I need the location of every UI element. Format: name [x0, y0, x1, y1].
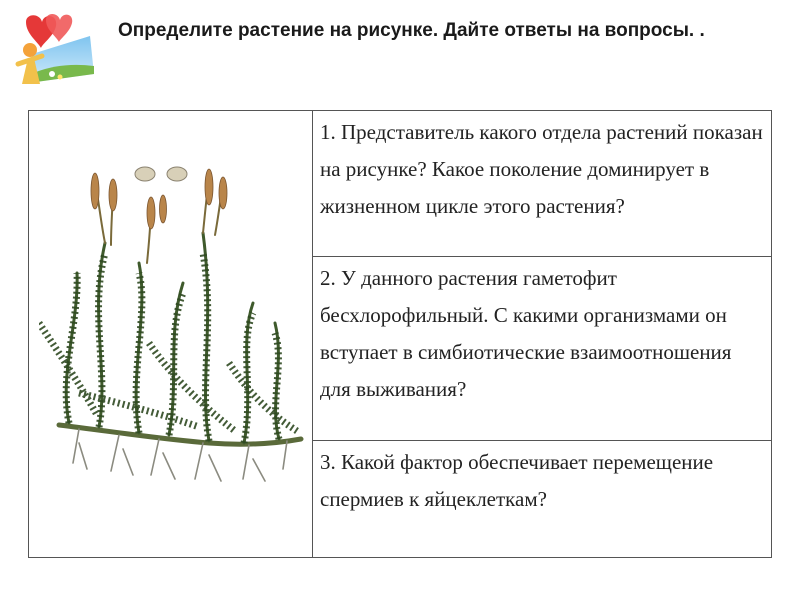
moss-plant-illustration	[39, 163, 311, 555]
question-2: 2. У данного растения гаметофит бесхлорофильный. С какими организмами он вступает в симбиотические взаимоотношения для выживания?	[313, 257, 772, 441]
task-table	[28, 110, 772, 558]
question-3: 3. Какой фактор обеспечивает перемещение спермиев к яйцеклеткам?	[313, 441, 772, 558]
hearts-logo-icon	[12, 14, 98, 88]
question-1: 1. Представитель какого отдела растений показан на рисунке? Какое поколение доминирует в жизненном цикле этого растения?	[313, 111, 772, 257]
image-cell	[29, 111, 313, 558]
page-title: Определите растение на рисунке. Дайте ответы на вопросы. .	[118, 20, 705, 41]
